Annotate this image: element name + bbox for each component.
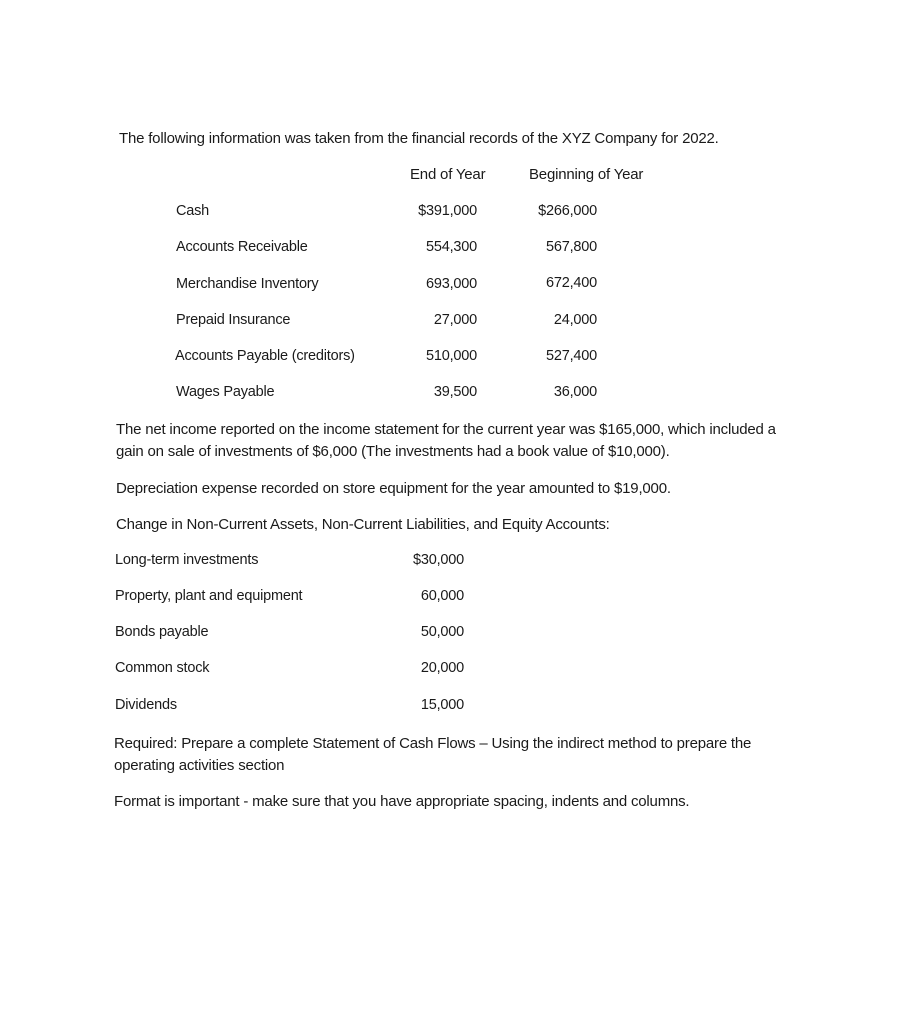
change-label: Property, plant and equipment: [115, 588, 303, 604]
beginning-value: 527,400: [545, 348, 597, 364]
end-value: 693,000: [425, 276, 477, 292]
change-value: 15,000: [420, 697, 464, 713]
beginning-value: 36,000: [553, 384, 597, 400]
net-income-text-line-2: gain on sale of investments of $6,000 (The investments had a book value of $10,000).: [116, 443, 670, 460]
change-label: Long-term investments: [115, 552, 259, 568]
row-label: Accounts Receivable: [176, 239, 308, 255]
change-label: Common stock: [115, 660, 210, 676]
change-label: Dividends: [115, 697, 177, 713]
intro-text: The following information was taken from the financial records of the XYZ Company for 2022.: [119, 130, 719, 147]
beginning-value: 567,800: [545, 239, 597, 255]
beginning-value: $266,000: [538, 203, 597, 219]
beginning-value: 672,400: [545, 275, 597, 291]
column-header-end-of-year: End of Year: [410, 166, 486, 183]
column-header-beginning-of-year: Beginning of Year: [529, 166, 644, 183]
net-income-text-line-1: The net income reported on the income statement for the current year was $165,000, which included a: [116, 421, 776, 438]
end-value: $391,000: [418, 203, 477, 219]
row-label: Merchandise Inventory: [176, 276, 319, 292]
end-value: 510,000: [425, 348, 477, 364]
row-label: Prepaid Insurance: [176, 312, 291, 328]
required-text-line-2: operating activities section: [114, 757, 285, 774]
row-label: Cash: [176, 203, 210, 219]
depreciation-text: Depreciation expense recorded on store equipment for the year amounted to $19,000.: [116, 480, 671, 497]
change-value: $30,000: [412, 552, 464, 568]
format-note: Format is important - make sure that you have appropriate spacing, indents and columns.: [114, 793, 690, 810]
required-text-line-1: Required: Prepare a complete Statement of Cash Flows – Using the indirect method to prepare the: [114, 735, 752, 752]
row-label: Wages Payable: [176, 384, 275, 400]
end-value: 39,500: [433, 384, 477, 400]
end-value: 554,300: [425, 239, 477, 255]
change-value: 60,000: [420, 588, 464, 604]
change-value: 20,000: [420, 660, 464, 676]
change-value: 50,000: [420, 624, 464, 640]
changes-heading: Change in Non-Current Assets, Non-Current Liabilities, and Equity Accounts:: [116, 516, 610, 533]
change-label: Bonds payable: [115, 624, 209, 640]
beginning-value: 24,000: [553, 312, 597, 328]
row-label: Accounts Payable (creditors): [175, 348, 355, 364]
end-value: 27,000: [433, 312, 477, 328]
